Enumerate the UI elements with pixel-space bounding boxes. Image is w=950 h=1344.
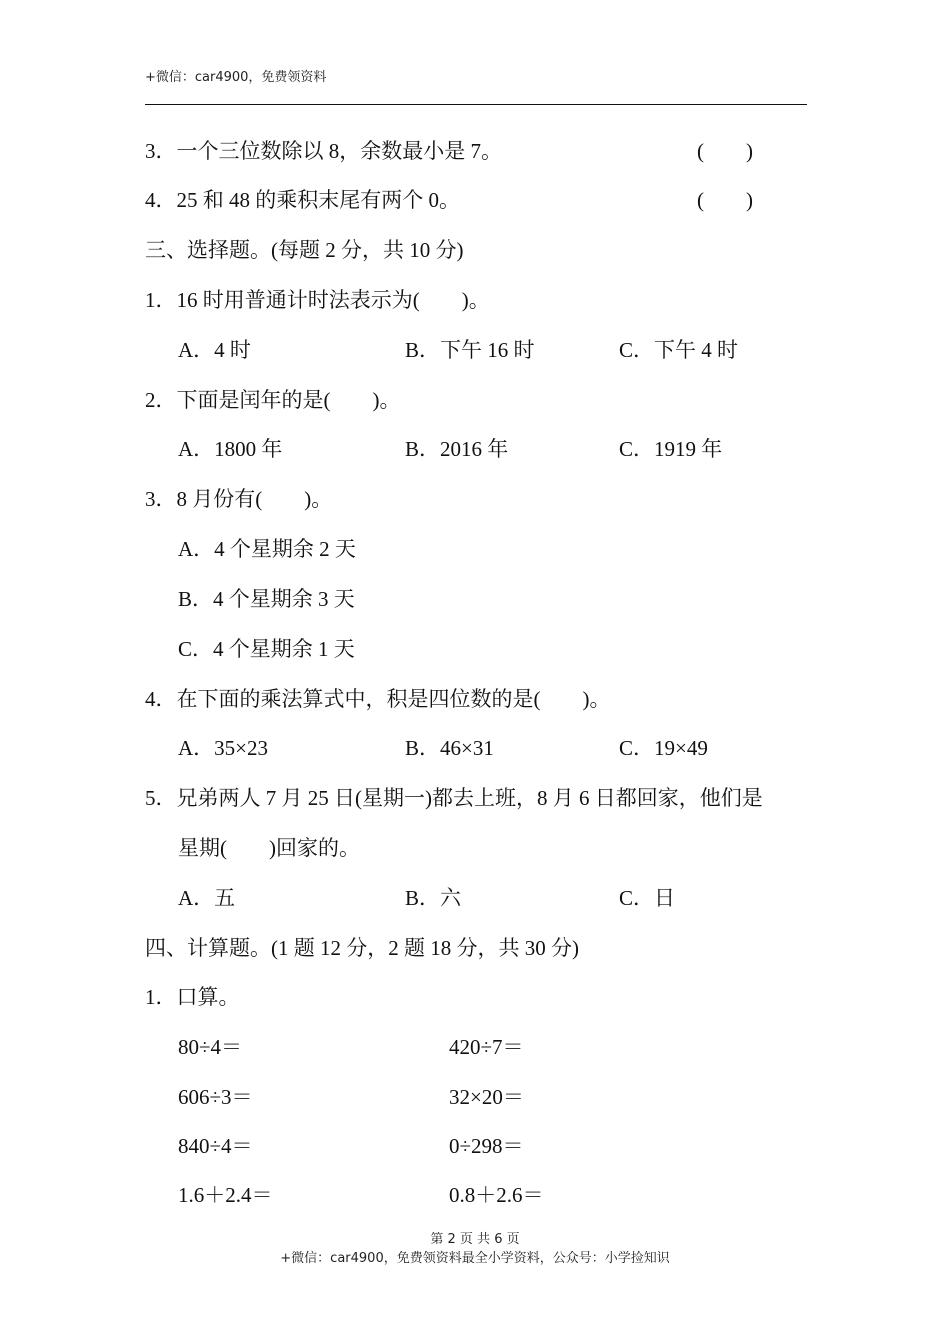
choice-q2-option-c: C．1919 年	[619, 437, 723, 461]
oral-calc-item: 420÷7＝	[449, 1035, 524, 1059]
choice-q3-option-b: B．4 个星期余 3 天	[178, 587, 355, 611]
oral-calc-item: 0.8＋2.6＝	[449, 1183, 544, 1207]
choice-q4-option-b: B．46×31	[405, 736, 494, 760]
answer-blank-3: ( )	[697, 139, 753, 163]
choice-q5-option-c: C．日	[619, 886, 676, 910]
choice-q1-option-a: A．4 时	[178, 338, 251, 362]
choice-q1-option-b: B．下午 16 时	[405, 338, 535, 362]
choice-q5-stem-line1: 5．兄弟两人 7 月 25 日(星期一)都去上班，8 月 6 日都回家，他们是	[145, 786, 763, 810]
oral-calc-item: 840÷4＝	[178, 1134, 253, 1158]
footer-watermark: +微信：car4900，免费领资料最全小学资料，公众号：小学捡知识	[280, 1251, 670, 1266]
choice-q4-stem: 4．在下面的乘法算式中，积是四位数的是( )。	[145, 687, 611, 711]
choice-q5-option-b: B．六	[405, 886, 462, 910]
choice-q1-stem: 1．16 时用普通计时法表示为( )。	[145, 288, 490, 312]
page-number: 第 2 页 共 6 页	[430, 1232, 520, 1247]
oral-calc-item: 32×20＝	[449, 1085, 524, 1109]
choice-q4-option-a: A．35×23	[178, 736, 269, 760]
choice-q4-option-c: C．19×49	[619, 736, 708, 760]
section-4-title: 四、计算题。(1 题 12 分，2 题 18 分，共 30 分)	[145, 936, 579, 960]
oral-calc-item: 0÷298＝	[449, 1134, 524, 1158]
choice-q5-stem-line2: 星期( )回家的。	[178, 836, 360, 860]
section-3-title: 三、选择题。(每题 2 分，共 10 分)	[145, 238, 464, 262]
calc-q1-title: 1．口算。	[145, 985, 240, 1009]
choice-q3-option-a: A．4 个星期余 2 天	[178, 537, 356, 561]
choice-q2-option-a: A．1800 年	[178, 437, 283, 461]
header-divider	[145, 104, 807, 105]
answer-blank-4: ( )	[697, 188, 753, 212]
header-watermark: +微信：car4900，免费领资料	[145, 70, 327, 85]
choice-q3-option-c: C．4 个星期余 1 天	[178, 637, 355, 661]
choice-q1-option-c: C．下午 4 时	[619, 338, 739, 362]
oral-calc-item: 80÷4＝	[178, 1035, 243, 1059]
choice-q5-option-a: A．五	[178, 886, 236, 910]
choice-q2-option-b: B．2016 年	[405, 437, 509, 461]
oral-calc-item: 1.6＋2.4＝	[178, 1183, 273, 1207]
judge-question-4: 4．25 和 48 的乘积末尾有两个 0。	[145, 188, 460, 212]
oral-calc-item: 606÷3＝	[178, 1085, 253, 1109]
choice-q2-stem: 2．下面是闰年的是( )。	[145, 388, 401, 412]
choice-q3-stem: 3．8 月份有( )。	[145, 487, 333, 511]
judge-question-3: 3．一个三位数除以 8，余数最小是 7。	[145, 139, 502, 163]
